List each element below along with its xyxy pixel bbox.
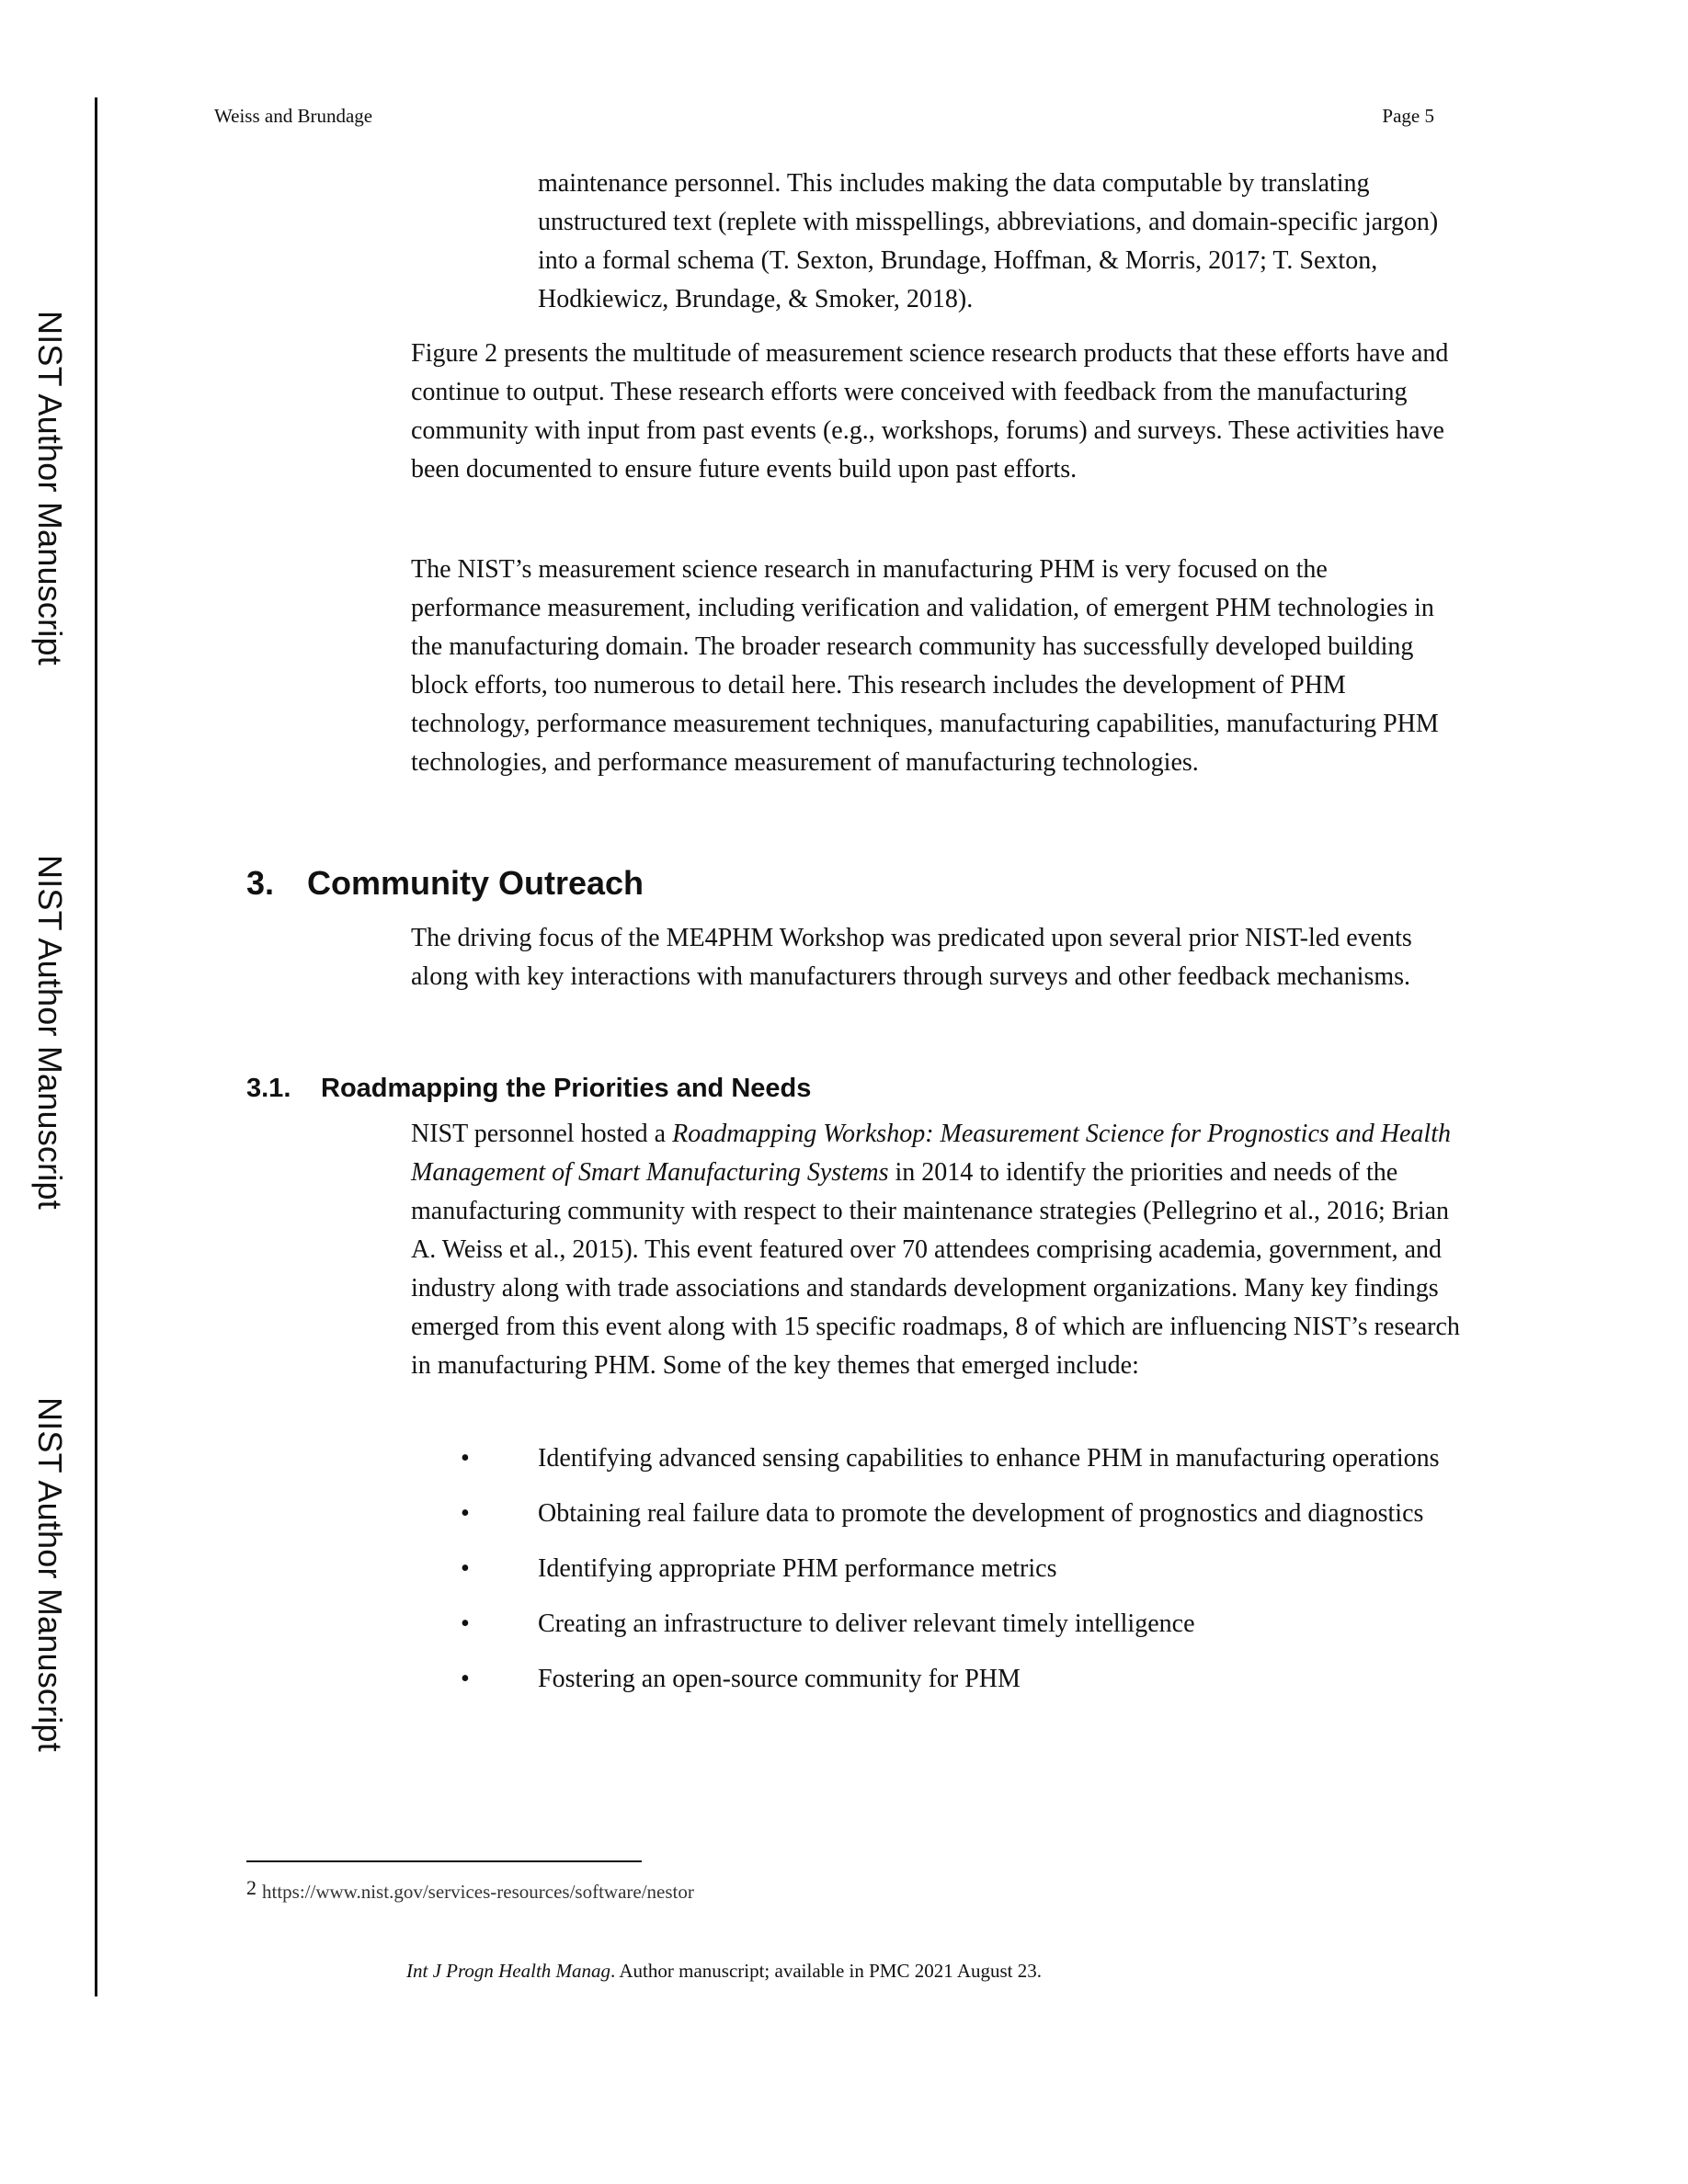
journal-name: Int J Progn Health Manag bbox=[406, 1960, 611, 1982]
section-title: Roadmapping the Priorities and Needs bbox=[321, 1074, 812, 1103]
paragraph-text bbox=[411, 1115, 1464, 1385]
footnote bbox=[246, 1875, 694, 1905]
footnote-url[interactable]: https://www.nist.gov/services-resources/software/nestor bbox=[262, 1881, 694, 1903]
footer-text: . Author manuscript; available in PMC 2021 August 23. bbox=[610, 1960, 1043, 1982]
paragraph-roadmapping bbox=[411, 1115, 1464, 1385]
paragraph-figure2 bbox=[411, 335, 1464, 489]
paragraph-rest: in 2014 to identify the priorities and needs of the manufacturing community with respect to their maintenance strategies (Pellegrino et al., 2016; Brian A. Weiss et al., 2015). This event featured over 70 attendees comprising academia, government, and industry along with trade associations and standards development organizations. Many key findings emerged from this event along with 15 specific roadmaps, 8 of which are influencing NIST’s research in manufacturing PHM. Some of the key themes that emerged include: bbox=[411, 1158, 1460, 1380]
list-item bbox=[411, 1495, 1459, 1533]
workshop-title: Roadmapping Workshop: Measurement Science for Prognostics and Health Management of Smart Manufacturing Systems bbox=[411, 1120, 1451, 1187]
section-title: Community Outreach bbox=[307, 864, 644, 902]
paragraph-text: The driving focus of the ME4PHM Workshop was predicated upon several prior NIST-led events along with key interactions with manufacturers through surveys and other feedback mechanisms. bbox=[411, 924, 1412, 991]
paragraph-driving-focus bbox=[411, 919, 1464, 996]
paragraph-nist-research bbox=[411, 551, 1464, 782]
list-item bbox=[411, 1439, 1459, 1478]
page-footer bbox=[406, 1958, 1042, 1984]
footnote-divider bbox=[246, 1860, 642, 1862]
list-item bbox=[411, 1660, 1459, 1699]
paragraph-text: The NIST’s measurement science research in manufacturing PHM is very focused on the performance measurement, including verification and validation, of emergent PHM technologies in the manufacturing domain. The broader research community has successfully developed building block efforts, too numerous to detail here. This research includes the development of PHM technology, performance measurement techniques, manufacturing capabilities, manufacturing PHM technologies, and performance measurement of manufacturing technologies. bbox=[411, 555, 1439, 777]
running-head-page: Page 5 bbox=[1382, 105, 1434, 127]
bullet-mark: • bbox=[461, 1554, 470, 1583]
list-item-text: Identifying appropriate PHM performance metrics bbox=[538, 1554, 1057, 1583]
key-themes-list bbox=[411, 1439, 1459, 1715]
list-item-text: Obtaining real failure data to promote the development of prognostics and diagnostics bbox=[538, 1499, 1424, 1528]
bullet-mark: • bbox=[461, 1499, 470, 1528]
list-item-text: Fostering an open-source community for PHM bbox=[538, 1665, 1021, 1693]
footnote-mark: 2 bbox=[246, 1876, 257, 1899]
section-heading-3 bbox=[246, 862, 644, 904]
list-item-text: Identifying advanced sensing capabilities to enhance PHM in manufacturing operations bbox=[538, 1444, 1440, 1473]
list-item-text: Creating an infrastructure to deliver relevant timely intelligence bbox=[538, 1610, 1195, 1638]
running-head-authors: Weiss and Brundage bbox=[214, 105, 373, 127]
bullet-mark: • bbox=[461, 1665, 470, 1693]
bullet-mark: • bbox=[461, 1610, 470, 1638]
list-item bbox=[411, 1550, 1459, 1588]
paragraph-text: Figure 2 presents the multitude of measurement science research products that these efforts have and continue to output. These research efforts were conceived with feedback from the manufacturing community with input from past events (e.g., workshops, forums) and surveys. These activities have been documented to ensure future events build upon past efforts. bbox=[411, 339, 1449, 483]
list-item bbox=[411, 1605, 1459, 1644]
paragraph-intro: NIST personnel hosted a bbox=[411, 1120, 673, 1148]
continued-paragraph bbox=[538, 165, 1457, 319]
margin-rule bbox=[95, 97, 97, 1996]
section-number: 3.1. bbox=[246, 1074, 291, 1103]
section-number: 3. bbox=[246, 864, 275, 902]
bullet-mark: • bbox=[461, 1444, 470, 1473]
paragraph-text: maintenance personnel. This includes making the data computable by translating unstructured text (replete with misspellings, abbreviations, and domain-specific jargon) into a formal schema (T. Sexton, Brundage, Hoffman, & Morris, 2017; T. Sexton, Hodkiewicz, Brundage, & Smoker, 2018). bbox=[538, 169, 1439, 313]
section-heading-3-1 bbox=[246, 1071, 811, 1106]
